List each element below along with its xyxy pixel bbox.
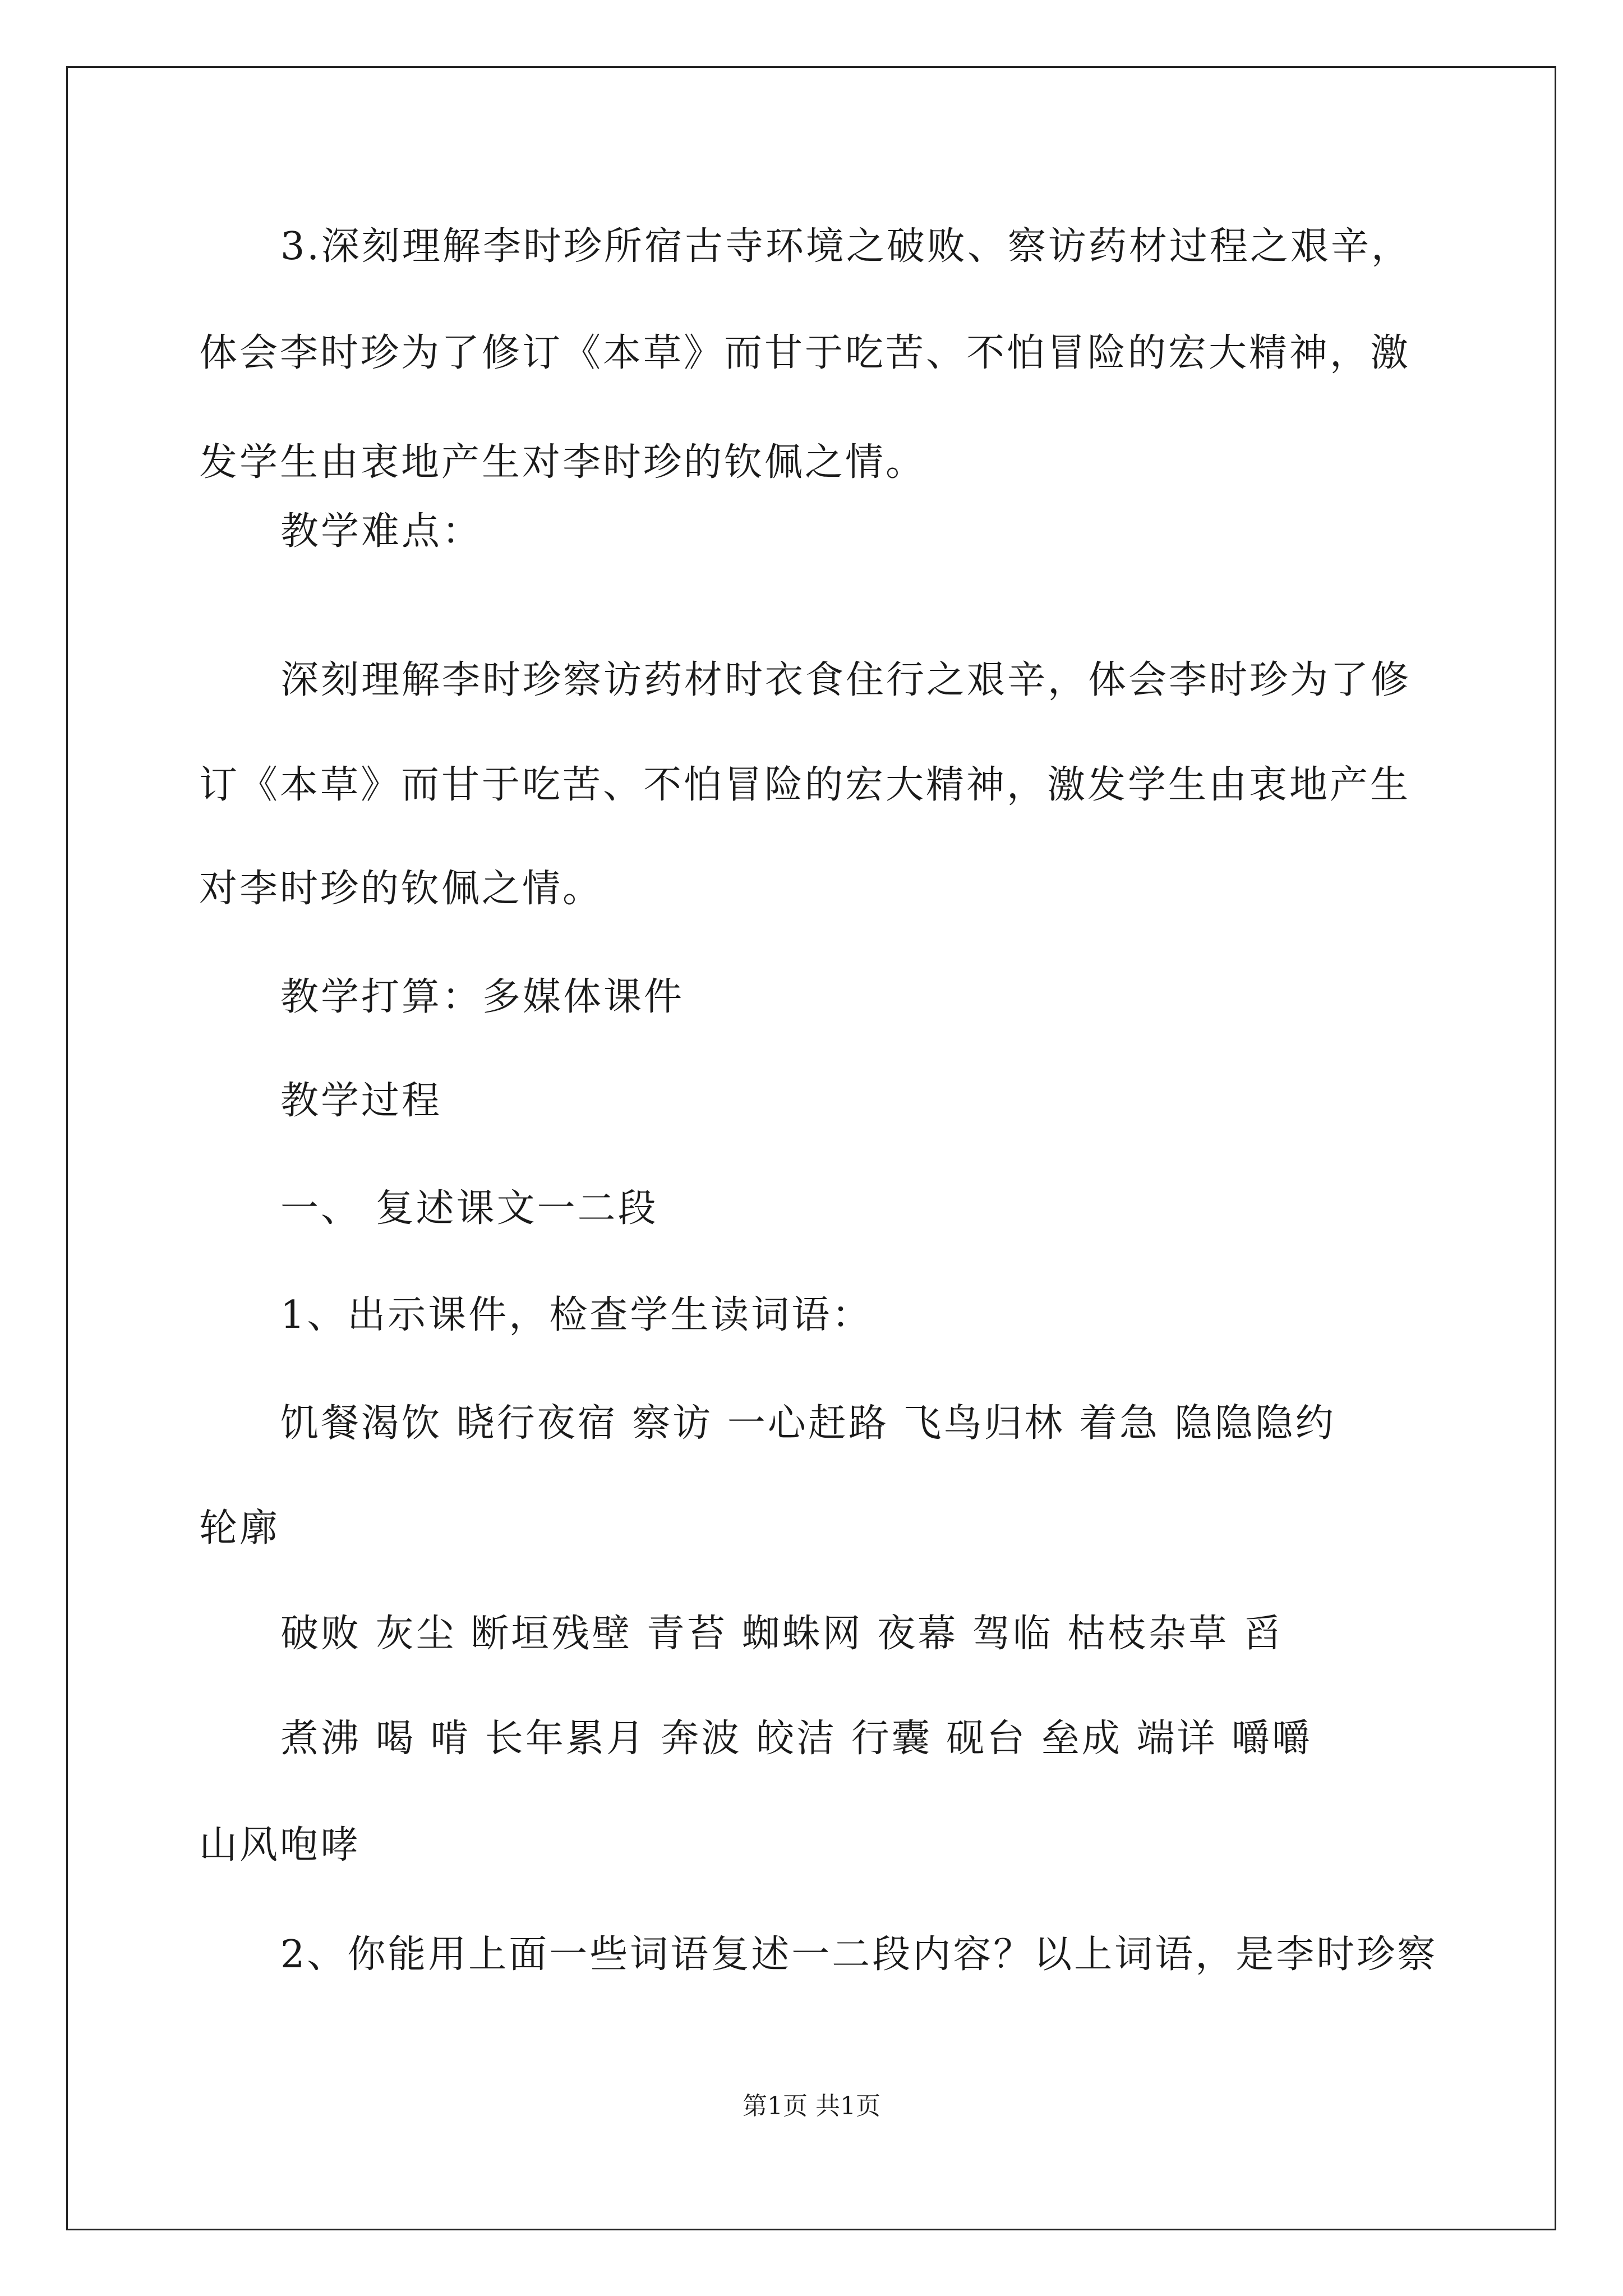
text-line: 订《本草》而甘于吃苦、不怕冒险的宏大精神，激发学生由衷地产生 [199,763,1411,807]
word-list-line: 山风咆哮 [199,1823,361,1867]
page-border [66,66,1556,2230]
section-heading: 教学打算：多媒体课件 [280,975,685,1019]
section-heading: 一、 复述课文一二段 [280,1186,658,1231]
text-line: 2、你能用上面一些词语复述一二段内容？以上词语，是李时珍察 [280,1932,1438,1977]
text-line: 1、出示课件，检查学生读词语： [280,1293,873,1337]
word-list-line: 饥餐渴饮 晓行夜宿 察访 一心赶路 飞鸟归林 着急 隐隐隐约 [280,1401,1336,1446]
text-line: 3.深刻理解李时珍所宿古寺环境之破败、察访药材过程之艰辛， [280,224,1412,269]
text-line: 对李时珍的钦佩之情。 [199,867,603,911]
text-line: 体会李时珍为了修订《本草》而甘于吃苦、不怕冒险的宏大精神，激 [199,331,1411,375]
page-footer: 第1页 共1页 [743,2092,880,2120]
word-list-line: 破败 灰尘 断垣残壁 青苔 蜘蛛网 夜幕 驾临 枯枝杂草 舀 [280,1612,1284,1656]
text-line: 发学生由衷地产生对李时珍的钦佩之情。 [199,440,926,485]
section-heading: 教学难点： [280,509,483,554]
section-heading: 教学过程 [280,1079,442,1123]
word-list-line: 煮沸 喝 啃 长年累月 奔波 皎洁 行囊 砚台 垒成 端详 嚼嚼 [280,1717,1313,1761]
word-list-line: 轮廓 [199,1506,280,1550]
text-line: 深刻理解李时珍察访药材时衣食住行之艰辛，体会李时珍为了修 [280,658,1412,702]
